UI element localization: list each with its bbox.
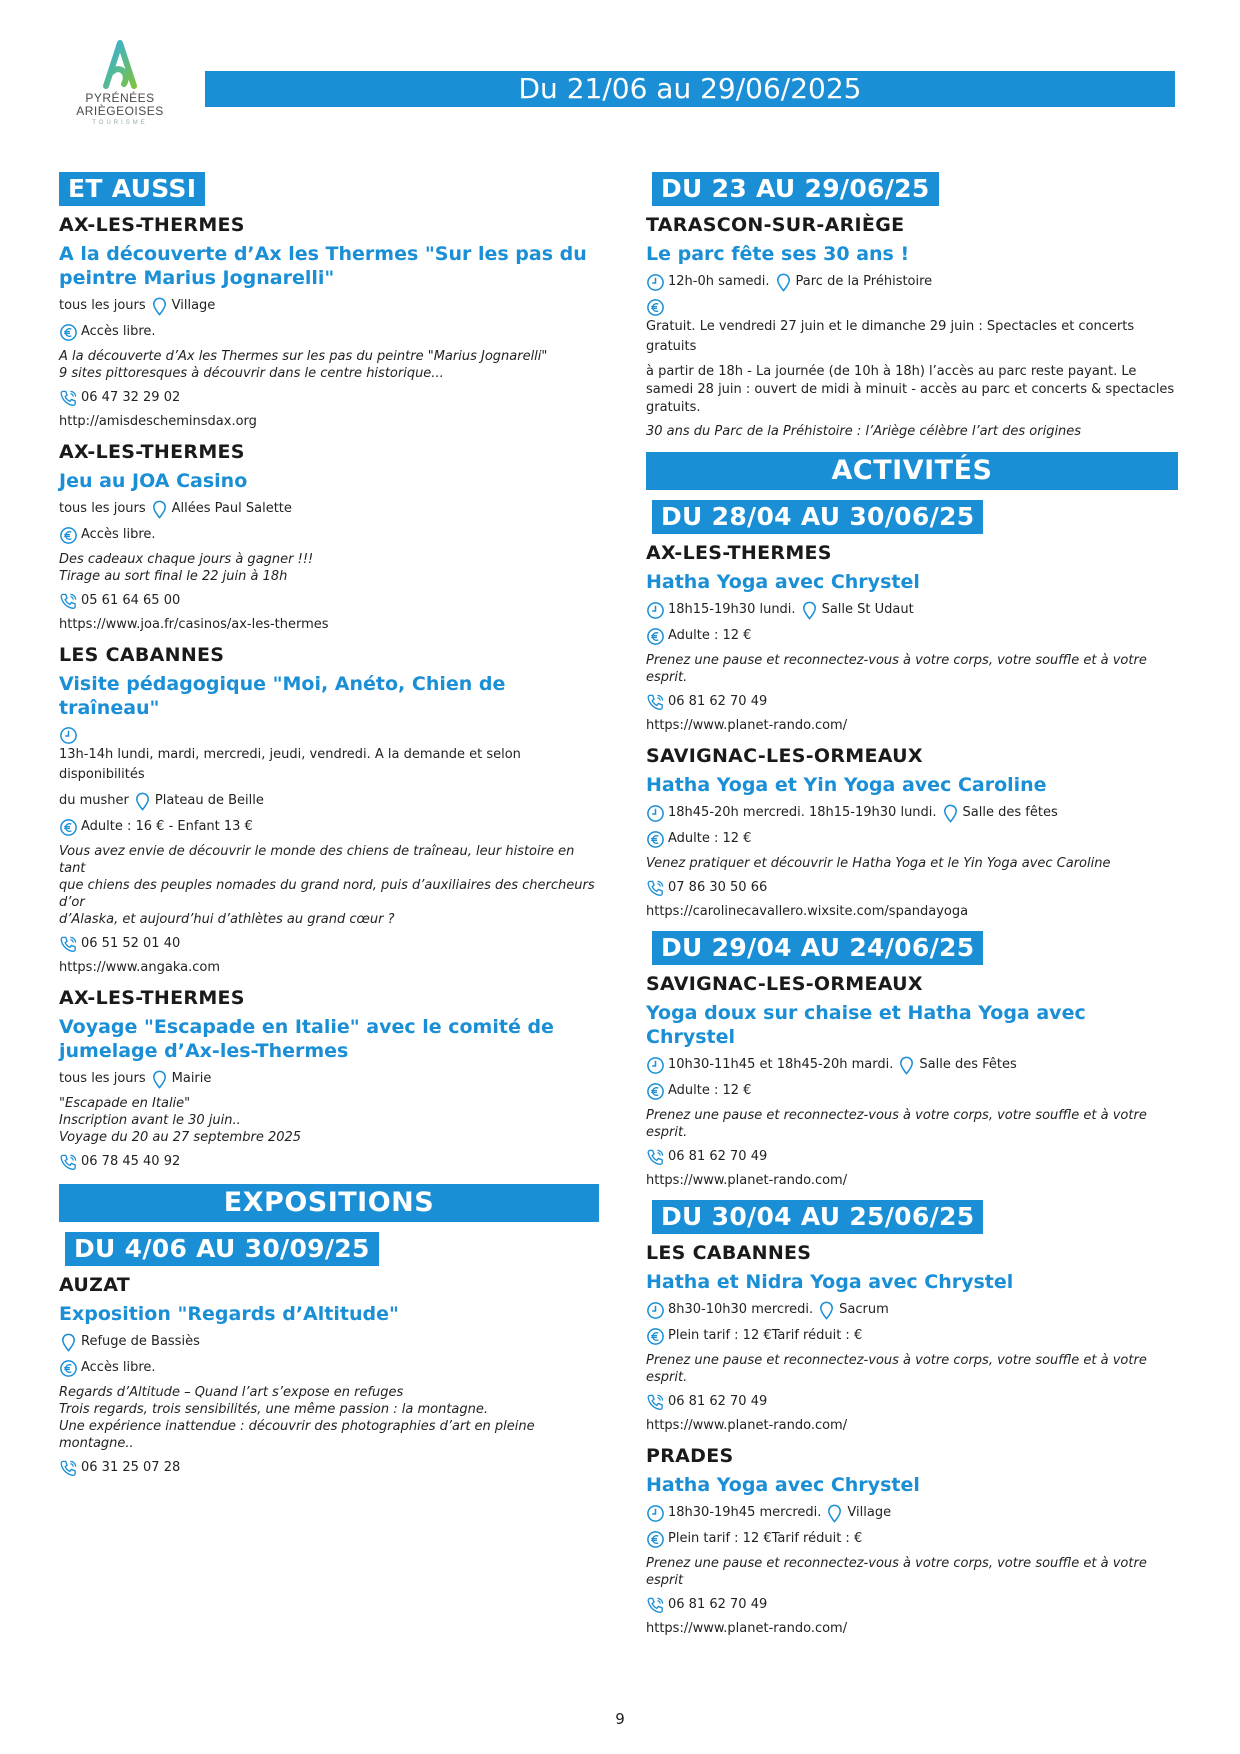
event-price-text: Adulte : 16 € - Enfant 13 € — [81, 819, 253, 834]
event-url[interactable]: https://www.angaka.com — [59, 960, 221, 975]
event-where: Village — [847, 1505, 892, 1520]
event-town: AX-LES-THERMES — [646, 542, 832, 564]
event-title[interactable]: Yoga doux sur chaise et Hatha Yoga avec Chrystel — [646, 1002, 1086, 1048]
date-tag-2: DU 28/04 AU 30/06/25 — [652, 500, 983, 534]
event-schedule — [646, 272, 1178, 292]
event-description: Prenez une pause et reconnectez-vous à votre corps, votre souffle et à votre esprit. — [646, 653, 1147, 685]
event-url[interactable]: https://carolinecavallero.wixsite.com/spandayoga — [646, 904, 969, 919]
event-phone-text[interactable]: 05 61 64 65 00 — [81, 593, 181, 608]
event-town: AX-LES-THERMES — [59, 214, 245, 236]
event-where: Salle des Fêtes — [919, 1057, 1017, 1072]
event-where: Village — [171, 298, 216, 313]
euro-icon — [646, 1530, 665, 1549]
event-price — [59, 817, 599, 837]
event-schedule — [59, 296, 599, 316]
phone-icon — [59, 592, 78, 611]
event-item — [646, 1242, 1178, 1433]
logo-text-line2: ARIÈGEOISES — [76, 104, 164, 118]
event-price-text: Adulte : 12 € — [668, 1083, 752, 1098]
date-tag-3: DU 29/04 AU 24/06/25 — [652, 931, 983, 965]
event-phone-text[interactable]: 06 78 45 40 92 — [81, 1154, 181, 1169]
event-price — [59, 322, 599, 342]
event-phone-text[interactable]: 07 86 30 50 66 — [668, 880, 768, 895]
location-pin-icon — [817, 1301, 836, 1320]
event-phone-text[interactable]: 06 81 62 70 49 — [668, 1149, 768, 1164]
event-phone-text[interactable]: 06 81 62 70 49 — [668, 1394, 768, 1409]
logo-text-line3: TOURISME — [92, 120, 148, 126]
event-price — [646, 298, 1178, 357]
event-price-text: Plein tarif : 12 €Tarif réduit : € — [668, 1531, 863, 1546]
event-description: "Escapade en Italie" Inscription avant le 30 juin.. Voyage du 20 au 27 septembre 2025 — [59, 1096, 302, 1145]
event-title[interactable]: Hatha et Nidra Yoga avec Chrystel — [646, 1271, 1014, 1293]
event-title[interactable]: Jeu au JOA Casino — [59, 470, 248, 492]
event-town: LES CABANNES — [59, 644, 225, 666]
event-details: à partir de 18h - La journée (de 10h à 18h) l’accès au parc reste payant. Le samedi 28 juin : ouvert de midi à minuit - accès au parc et concerts & spectacles gratuits. — [646, 364, 1175, 415]
euro-icon — [59, 526, 78, 545]
location-pin-icon — [774, 273, 793, 292]
clock-icon — [59, 726, 78, 745]
event-title[interactable]: Voyage "Escapade en Italie" avec le comité de jumelage d’Ax-les-Thermes — [59, 1016, 554, 1062]
event-price-text: Plein tarif : 12 €Tarif réduit : € — [668, 1328, 863, 1343]
event-price — [646, 1326, 1178, 1346]
event-schedule — [59, 1069, 599, 1089]
event-url[interactable]: https://www.planet-rando.com/ — [646, 1418, 848, 1433]
event-price — [646, 1081, 1178, 1101]
event-where: Allées Paul Salette — [171, 501, 292, 516]
section-tag-et-aussi: ET AUSSI — [59, 172, 205, 206]
event-town: SAVIGNAC-LES-ORMEAUX — [646, 745, 923, 767]
euro-icon — [646, 298, 665, 317]
event-schedule — [59, 726, 599, 785]
event-description: Prenez une pause et reconnectez-vous à votre corps, votre souffle et à votre esprit. — [646, 1108, 1147, 1140]
event-title[interactable]: Hatha Yoga avec Chrystel — [646, 571, 920, 593]
location-pin-icon — [150, 297, 169, 316]
event-schedule — [646, 1300, 1178, 1320]
phone-icon — [646, 879, 665, 898]
date-tag-1: DU 23 AU 29/06/25 — [652, 172, 939, 206]
euro-icon — [646, 1327, 665, 1346]
euro-icon — [646, 1082, 665, 1101]
event-item — [646, 1445, 1178, 1636]
phone-icon — [646, 693, 665, 712]
section-activites: ACTIVITÉS — [646, 452, 1178, 490]
phone-icon — [59, 1459, 78, 1478]
event-where: Parc de la Préhistoire — [795, 274, 933, 289]
event-phone — [646, 878, 1178, 898]
event-when: 10h30-11h45 et 18h45-20h mardi. — [668, 1057, 894, 1072]
euro-icon — [59, 1359, 78, 1378]
event-item — [646, 973, 1178, 1188]
event-price-text: Accès libre. — [81, 324, 156, 339]
event-item — [646, 745, 1178, 919]
event-town: AUZAT — [59, 1274, 131, 1296]
clock-icon — [646, 601, 665, 620]
event-description: A la découverte d’Ax les Thermes sur les pas du peintre "Marius Jognarelli" 9 sites pittoresques à découvrir dans le centre historique... — [59, 349, 548, 381]
event-url[interactable]: https://www.planet-rando.com/ — [646, 718, 848, 733]
event-phone-text[interactable]: 06 51 52 01 40 — [81, 936, 181, 951]
event-url[interactable]: http://amisdescheminsdax.org — [59, 414, 257, 429]
event-phone — [646, 1147, 1178, 1167]
phone-icon — [59, 389, 78, 408]
event-when: tous les jours — [59, 298, 146, 313]
clock-icon — [646, 273, 665, 292]
event-price — [646, 829, 1178, 849]
event-when: 18h30-19h45 mercredi. — [668, 1505, 822, 1520]
event-url[interactable]: https://www.planet-rando.com/ — [646, 1621, 848, 1636]
event-when: 12h-0h samedi. — [668, 274, 770, 289]
event-phone-text[interactable]: 06 81 62 70 49 — [668, 1597, 768, 1612]
event-description: Regards d’Altitude – Quand l’art s’expose en refuges Trois regards, trois sensibilités, une même passion : la montagne. Une expérience inattendue : découvrir des photographies d’art en pleine montagne.. — [59, 1385, 535, 1451]
event-phone — [646, 1595, 1178, 1615]
event-description: Vous avez envie de découvrir le monde des chiens de traîneau, leur histoire en tant que chiens des peuples nomades du grand nord, puis d’auxiliaires des chercheurs d’or d’Alaska, et aujourd’hui d’athlètes au grand cœur ? — [59, 844, 595, 927]
event-schedule-cont — [59, 791, 599, 811]
event-phone — [59, 1152, 599, 1172]
event-description: Venez pratiquer et découvrir le Hatha Yoga et le Yin Yoga avec Caroline — [646, 856, 1111, 871]
event-town: SAVIGNAC-LES-ORMEAUX — [646, 973, 923, 995]
event-where: Salle St Udaut — [821, 602, 914, 617]
event-price-text: Adulte : 12 € — [668, 628, 752, 643]
location-pin-icon — [941, 804, 960, 823]
phone-icon — [646, 1596, 665, 1615]
event-where: Sacrum — [839, 1302, 889, 1317]
event-price — [59, 525, 599, 545]
right-column — [646, 172, 1178, 1648]
event-where: Mairie — [171, 1071, 212, 1086]
date-range-banner: Du 21/06 au 29/06/2025 — [205, 71, 1175, 107]
euro-icon — [646, 627, 665, 646]
date-tag-4: DU 30/04 AU 25/06/25 — [652, 1200, 983, 1234]
event-price — [646, 626, 1178, 646]
euro-icon — [59, 323, 78, 342]
event-phone — [646, 1392, 1178, 1412]
event-item — [59, 441, 599, 632]
event-phone — [59, 388, 599, 408]
page-number: 9 — [615, 1710, 625, 1728]
event-when: 18h45-20h mercredi. 18h15-19h30 lundi. — [668, 805, 937, 820]
location-pin-icon — [133, 792, 152, 811]
section-expositions: EXPOSITIONS — [59, 1184, 599, 1222]
event-description: 30 ans du Parc de la Préhistoire : l’Ariège célèbre l’art des origines — [646, 424, 1082, 439]
event-phone-text[interactable]: 06 47 32 29 02 — [81, 390, 181, 405]
date-tag-expositions: DU 4/06 AU 30/09/25 — [65, 1232, 379, 1266]
event-phone — [59, 1458, 599, 1478]
event-schedule — [646, 600, 1178, 620]
event-url[interactable]: https://www.joa.fr/casinos/ax-les-thermes — [59, 617, 329, 632]
location-pin-icon — [150, 500, 169, 519]
location-pin-icon — [897, 1056, 916, 1075]
phone-icon — [646, 1393, 665, 1412]
left-column — [59, 172, 599, 1490]
event-item — [59, 644, 599, 975]
event-when: tous les jours — [59, 1071, 146, 1086]
location-pin-icon — [59, 1333, 78, 1352]
event-schedule — [646, 1055, 1178, 1075]
event-item — [646, 542, 1178, 733]
brand-logo — [72, 40, 168, 128]
event-town: TARASCON-SUR-ARIÈGE — [646, 214, 905, 236]
event-where: Plateau de Beille — [154, 793, 264, 808]
clock-icon — [646, 1301, 665, 1320]
clock-icon — [646, 804, 665, 823]
event-schedule — [646, 803, 1178, 823]
clock-icon — [646, 1056, 665, 1075]
event-phone — [59, 934, 599, 954]
logo-mark-icon — [98, 40, 142, 92]
event-title[interactable]: Hatha Yoga avec Chrystel — [646, 1474, 920, 1496]
event-title[interactable]: Hatha Yoga et Yin Yoga avec Caroline — [646, 774, 1047, 796]
event-price-text: Accès libre. — [81, 527, 156, 542]
event-phone-text[interactable]: 06 31 25 07 28 — [81, 1460, 181, 1475]
event-title[interactable]: Exposition "Regards d’Altitude" — [59, 1303, 399, 1325]
event-where: Refuge de Bassiès — [81, 1334, 200, 1349]
event-town: LES CABANNES — [646, 1242, 812, 1264]
event-when: tous les jours — [59, 501, 146, 516]
event-item — [59, 987, 599, 1172]
phone-icon — [646, 1148, 665, 1167]
event-town: AX-LES-THERMES — [59, 987, 245, 1009]
event-price — [646, 1529, 1178, 1549]
event-location — [59, 1332, 599, 1352]
phone-icon — [59, 1153, 78, 1172]
event-where: Salle des fêtes — [962, 805, 1058, 820]
euro-icon — [59, 818, 78, 837]
event-item — [59, 214, 599, 429]
event-town: AX-LES-THERMES — [59, 441, 245, 463]
event-price-text: Accès libre. — [81, 1360, 156, 1375]
event-item — [59, 1274, 599, 1478]
event-phone — [646, 692, 1178, 712]
event-item — [646, 214, 1178, 440]
euro-icon — [646, 830, 665, 849]
event-schedule — [59, 499, 599, 519]
event-title[interactable]: Visite pédagogique "Moi, Anéto, Chien de traîneau" — [59, 673, 506, 719]
logo-text-line1: PYRÉNÉES — [85, 91, 155, 105]
event-town: PRADES — [646, 1445, 734, 1467]
event-when-cont: du musher — [59, 793, 129, 808]
event-price — [59, 1358, 599, 1378]
event-schedule — [646, 1503, 1178, 1523]
event-title[interactable]: Le parc fête ses 30 ans ! — [646, 243, 910, 265]
event-phone-text[interactable]: 06 81 62 70 49 — [668, 694, 768, 709]
event-title[interactable]: A la découverte d’Ax les Thermes "Sur les pas du peintre Marius Jognarelli" — [59, 243, 587, 289]
event-url[interactable]: https://www.planet-rando.com/ — [646, 1173, 848, 1188]
phone-icon — [59, 935, 78, 954]
event-price-text: Adulte : 12 € — [668, 831, 752, 846]
event-when: 18h15-19h30 lundi. — [668, 602, 796, 617]
event-description: Prenez une pause et reconnectez-vous à votre corps, votre souffle et à votre esprit — [646, 1556, 1147, 1588]
event-when: 8h30-10h30 mercredi. — [668, 1302, 814, 1317]
location-pin-icon — [800, 601, 819, 620]
clock-icon — [646, 1504, 665, 1523]
event-when: 13h-14h lundi, mardi, mercredi, jeudi, vendredi. A la demande et selon disponibilités — [59, 747, 521, 782]
event-phone — [59, 591, 599, 611]
location-pin-icon — [150, 1070, 169, 1089]
event-description: Prenez une pause et reconnectez-vous à votre corps, votre souffle et à votre esprit. — [646, 1353, 1147, 1385]
location-pin-icon — [825, 1504, 844, 1523]
event-description: Des cadeaux chaque jours à gagner !!! Tirage au sort final le 22 juin à 18h — [59, 552, 314, 584]
event-price-text: Gratuit. Le vendredi 27 juin et le dimanche 29 juin : Spectacles et concerts gratuits — [646, 319, 1135, 354]
